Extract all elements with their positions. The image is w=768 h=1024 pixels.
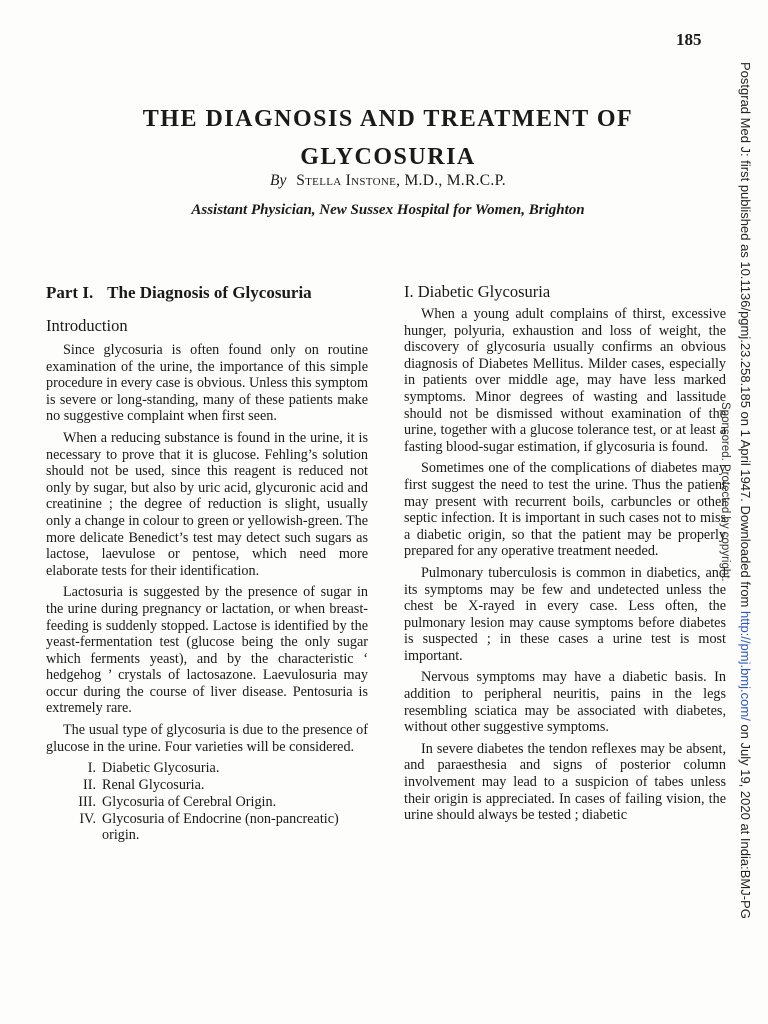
- section-heading-diabetic-glycosuria: I. Diabetic Glycosuria: [404, 282, 551, 301]
- list-item-text: Diabetic Glycosuria.: [102, 760, 220, 777]
- right-column: [404, 282, 726, 829]
- byline-by: By: [270, 172, 287, 189]
- watermark-prefix: Postgrad Med J: first published as 10.1136/pgmj.23.258.185 on 1 April 1947. Downloaded from: [738, 62, 753, 611]
- copyright-notice: [718, 402, 732, 602]
- paragraph: When a young adult complains of thirst, excessive hunger, polyuria, exhaustion and loss of weight, the discovery of glycosuria usually confirms an obvious diagnosis of Diabetes Mellitus. Milder cases, especially in patients over middle age, may have less marked symptoms. Minor degrees of wasting and lassitude should not be dismissed without examination of the urine, together with a glucose tolerance test, or at least a fasting blood-sugar estimation, if glycosuria is found.: [404, 306, 726, 455]
- title-line-2: GLYCOSURIA: [300, 144, 476, 170]
- download-watermark: [736, 62, 754, 962]
- watermark-text: [736, 62, 754, 962]
- section-heading-introduction: Introduction: [46, 316, 128, 335]
- journal-link[interactable]: http://pmj.bmj.com/: [738, 611, 753, 721]
- part-number: Part I.: [46, 283, 94, 302]
- list-item-text: Renal Glycosuria.: [102, 777, 205, 794]
- paragraph: When a reducing substance is found in the urine, it is necessary to prove that it is glucose. Fehling’s solution should not be used, since this reagent is reduced not only by sugar, but also by uric acid, glycuronic acid and creatinine ; the degree of reduction is slight, usually only a change in colour to green or yellowish-green. The more delicate Benedict’s test may detect such sugars as lactose, laevulose or pentose, which need more elaborate tests for their identification.: [46, 429, 369, 579]
- list-item-text: Glycosuria of Endocrine (non-pancreatic) origin.: [102, 810, 339, 844]
- paragraph: Lactosuria is suggested by the presence of sugar in the urine during pregnancy or lactation, or when breast-feeding is suddenly stopped. Lactose is identified by the yeast-fermentation test (glucose being the only sugar which ferments yeast), and by the characteristic ‘ hedgehog ’ crystals of lactosazone. Laevulosuria may occur during the course of liver disease. Pentosuria is extremely rare.: [46, 584, 368, 717]
- list-item: [46, 777, 368, 794]
- title-line-1: THE DIAGNOSIS AND TREATMENT OF: [142, 106, 634, 132]
- list-item: [46, 811, 368, 845]
- list-item-number: II.: [83, 777, 96, 794]
- byline: [60, 172, 716, 190]
- author-name: Stella Instone, M.D., M.R.C.P.: [296, 172, 506, 189]
- paragraph: Sometimes one of the complications of diabetes may first suggest the need to test the urine. Thus the patient may present with recurrent boils, carbuncles or other septic infection. It is important in such cases not to miss a diabetic origin, so that the patient may be properly prepared for any operative treatment needed.: [404, 460, 726, 560]
- article-title: [60, 100, 716, 176]
- list-item-number: I.: [87, 760, 96, 777]
- paragraph: Pulmonary tuberculosis is common in diabetics, and its symptoms may be few and undetected unless the chest be X-rayed in every case. Less often, the pulmonary lesion may cause symptoms before diabetes is suspected ; in these cases a urine test is most important.: [404, 564, 726, 664]
- paragraph: Since glycosuria is often found only on routine examination of the urine, the importance of this simple procedure in every case is obvious. Unless this symptom is severe or long-standing, many of these patients make no suggestive complaint when first seen.: [46, 342, 368, 425]
- author-affiliation: Assistant Physician, New Sussex Hospital for Women, Brighton: [191, 202, 585, 218]
- list-item-number: IV.: [79, 810, 96, 827]
- varieties-list: [46, 760, 368, 844]
- page-number: 185: [676, 30, 702, 49]
- list-item: [46, 760, 368, 777]
- list-item-text: Glycosuria of Cerebral Origin.: [102, 793, 277, 810]
- copyright-text: Sponsored. Protected by copyright.: [719, 402, 731, 582]
- paragraph: Nervous symptoms may have a diabetic basis. In addition to peripheral neuritis, pains in the legs resembling sciatica may be associated with diabetes, without other suggestive symptoms.: [404, 669, 726, 736]
- paragraph: The usual type of glycosuria is due to the presence of glucose in the urine. Four varieties will be considered.: [46, 722, 368, 755]
- list-item-number: III.: [78, 793, 96, 810]
- part-title: The Diagnosis of Glycosuria: [107, 283, 312, 302]
- list-item: [46, 794, 368, 811]
- watermark-suffix: on July 19, 2020 at India:BMJ-PG: [738, 720, 753, 919]
- left-column: [46, 282, 368, 844]
- paragraph: In severe diabetes the tendon reflexes may be absent, and paraesthesia and signs of posterior column involvement may lead to a suspicion of tabes unless their origin is appreciated. In cases of failing vision, the urine should always be tested ; diabetic: [404, 740, 726, 824]
- part-heading: [46, 282, 368, 304]
